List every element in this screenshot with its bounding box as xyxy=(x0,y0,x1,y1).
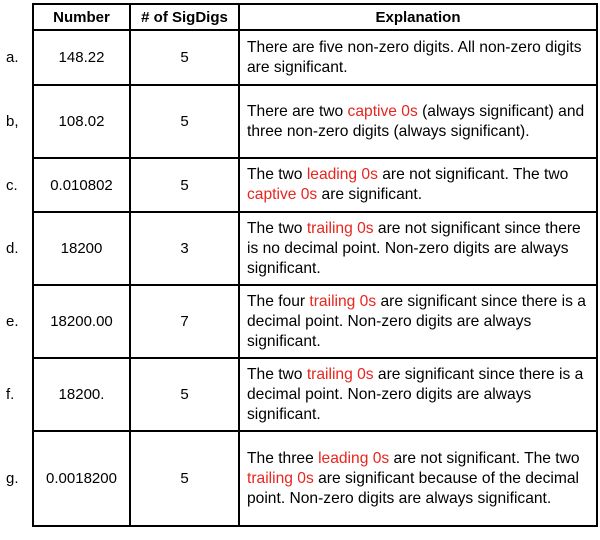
sigdigs-cell: 3 xyxy=(130,212,239,285)
table-row xyxy=(0,285,597,358)
sigdigs-cell: 5 xyxy=(130,30,239,85)
explanation-text: The three xyxy=(247,449,319,467)
explanation-cell xyxy=(239,431,597,526)
header-blank-cell xyxy=(0,4,33,30)
explanation-text: are significant because of the decimal point. Non-zero digits are always significant. xyxy=(247,469,579,507)
number-cell: 0.0018200 xyxy=(33,431,130,526)
explanation-text: are significant since there is a decimal point. Non-zero digits are always significant. xyxy=(247,365,584,423)
table-row xyxy=(0,358,597,431)
sigdigs-cell: 5 xyxy=(130,158,239,212)
row-label: g. xyxy=(6,470,19,487)
explanation-cell xyxy=(239,158,597,212)
highlighted-term: trailing 0s xyxy=(306,219,374,237)
explanation-text: are significant since there is a decimal point. Non-zero digits are always significant. xyxy=(247,292,586,350)
table-row xyxy=(0,158,597,212)
explanation-cell xyxy=(239,285,597,358)
highlighted-term: trailing 0s xyxy=(306,365,374,383)
row-label: d. xyxy=(6,240,19,257)
number-cell: 18200 xyxy=(33,212,130,285)
row-label: b, xyxy=(6,113,19,130)
highlighted-term: trailing 0s xyxy=(309,292,377,310)
explanation-text: are not significant. The two xyxy=(377,166,569,183)
explanation-text: The two xyxy=(247,166,307,183)
header-number: Number xyxy=(33,4,130,30)
explanation-text: The two xyxy=(247,219,307,237)
table-row xyxy=(0,431,597,526)
table-body xyxy=(0,30,597,526)
explanation-text: (always significant) and three non-zero digits (always significant). xyxy=(247,102,585,140)
row-label: e. xyxy=(6,313,19,330)
row-label: a. xyxy=(6,49,19,66)
number-cell: 148.22 xyxy=(33,30,130,85)
explanation-text: There are five non-zero digits. All non-zero digits are significant. xyxy=(247,38,582,76)
highlighted-term: captive 0s xyxy=(347,102,418,120)
explanation-text: There are two xyxy=(247,102,348,120)
header-row xyxy=(0,4,597,30)
row-label: f. xyxy=(6,386,15,403)
sigdigs-cell: 5 xyxy=(130,431,239,526)
explanation-cell xyxy=(239,358,597,431)
explanation-text: The four xyxy=(247,292,310,310)
number-cell: 18200.00 xyxy=(33,285,130,358)
sig-figs-table-container xyxy=(0,3,600,527)
table-row xyxy=(0,85,597,158)
explanation-cell xyxy=(239,85,597,158)
explanation-text: are not significant since there is no decimal point. Non-zero digits are always significant. xyxy=(247,219,581,277)
table-row xyxy=(0,212,597,285)
explanation-text: The two xyxy=(247,365,307,383)
sigdigs-cell: 7 xyxy=(130,285,239,358)
highlighted-term: leading 0s xyxy=(318,449,390,467)
explanation-cell xyxy=(239,30,597,85)
header-sigdigs: # of SigDigs xyxy=(130,4,239,30)
number-cell: 108.02 xyxy=(33,85,130,158)
explanation-text: are significant. xyxy=(317,186,423,203)
sigdigs-cell: 5 xyxy=(130,85,239,158)
sig-figs-table xyxy=(0,3,598,527)
highlighted-term: captive 0s xyxy=(247,186,318,203)
explanation-cell xyxy=(239,212,597,285)
number-cell: 18200. xyxy=(33,358,130,431)
table-row xyxy=(0,30,597,85)
highlighted-term: leading 0s xyxy=(306,166,378,183)
number-cell: 0.010802 xyxy=(33,158,130,212)
header-explanation: Explanation xyxy=(239,4,597,30)
sigdigs-cell: 5 xyxy=(130,358,239,431)
explanation-text: are not significant. The two xyxy=(389,449,580,467)
row-label: c. xyxy=(6,176,18,194)
highlighted-term: trailing 0s xyxy=(247,469,314,487)
